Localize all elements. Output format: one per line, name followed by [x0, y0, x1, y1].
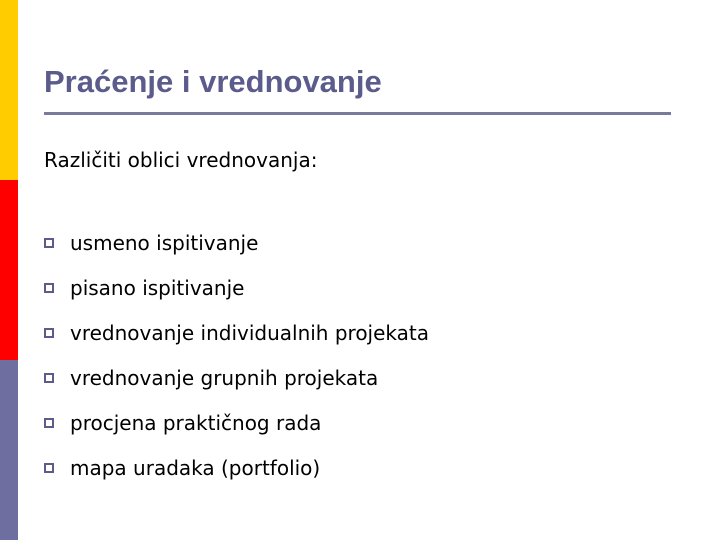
- square-bullet-icon: [44, 418, 54, 428]
- bullet-text: mapa uradaka (portfolio): [70, 456, 321, 480]
- bullet-item: [44, 318, 429, 363]
- bullet-item: [44, 408, 429, 453]
- square-bullet-icon: [44, 463, 54, 473]
- accent-stripe-yellow: [0, 0, 18, 180]
- slide-subtitle: Različiti oblici vrednovanja:: [44, 148, 318, 172]
- bullet-item: [44, 273, 429, 318]
- accent-stripe-red: [0, 180, 18, 360]
- square-bullet-icon: [44, 328, 54, 338]
- square-bullet-icon: [44, 373, 54, 383]
- bullet-text: pisano ispitivanje: [70, 276, 245, 300]
- square-bullet-icon: [44, 283, 54, 293]
- bullet-text: procjena praktičnog rada: [70, 411, 322, 435]
- bullet-list: [44, 228, 429, 498]
- bullet-text: vrednovanje grupnih projekata: [70, 366, 379, 390]
- bullet-item: [44, 453, 429, 498]
- slide-title: Praćenje i vrednovanje: [44, 64, 382, 99]
- bullet-text: usmeno ispitivanje: [70, 231, 259, 255]
- bullet-text: vrednovanje individualnih projekata: [70, 321, 430, 345]
- title-divider: [44, 112, 671, 115]
- square-bullet-icon: [44, 238, 54, 248]
- bullet-item: [44, 363, 429, 408]
- accent-stripe-purple: [0, 360, 18, 540]
- bullet-item: [44, 228, 429, 273]
